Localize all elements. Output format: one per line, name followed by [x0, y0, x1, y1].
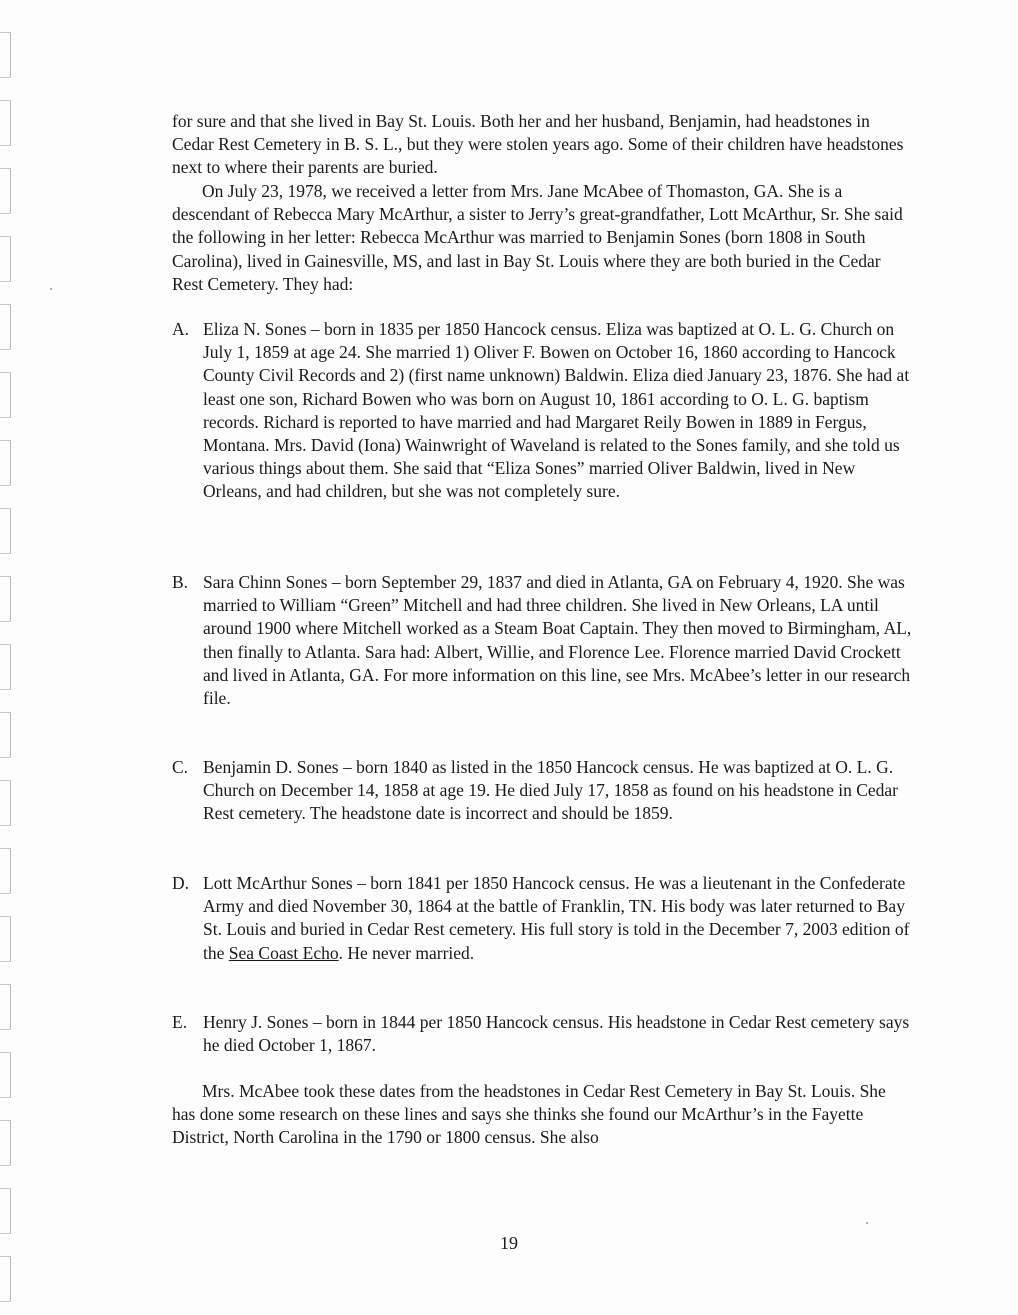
binding-mark — [0, 984, 11, 1030]
opening-paragraph-block — [172, 110, 912, 180]
scan-speck — [50, 288, 52, 290]
opening-paragraph: for sure and that she lived in Bay St. Louis. Both her and her husband, Benjamin, had headstones in Cedar Rest Cemetery in B. S. L., but they were stolen years ago. Some of their children have headstones next to where their parents are buried. — [172, 111, 904, 178]
closing-paragraph: Mrs. McAbee took these dates from the headstones in Cedar Rest Cemetery in Bay St. Louis. She has done some research on these lines and says she thinks she found our McArthur’s in the Fayette District, North Carolina in the 1790 or 1800 census. She also — [172, 1081, 886, 1148]
closing-paragraph-block — [172, 1080, 912, 1150]
scan-speck — [866, 1222, 868, 1224]
list-item-entry-e — [172, 1011, 912, 1057]
publication-title: Sea Coast Echo — [228, 942, 339, 963]
entry-d-block — [172, 872, 912, 965]
binding-mark — [0, 712, 11, 758]
binding-mark — [0, 32, 11, 78]
entry-letter: A. — [172, 319, 190, 339]
binding-mark — [0, 100, 11, 146]
entry-a-block — [172, 318, 912, 504]
binding-mark — [0, 168, 11, 214]
entry-letter: B. — [172, 572, 189, 592]
binding-mark — [0, 644, 11, 690]
binding-mark — [0, 440, 11, 486]
list-item-entry-a — [172, 318, 912, 504]
entry-letter: E. — [172, 1012, 188, 1032]
binding-mark — [0, 916, 11, 962]
letter-paragraph: On July 23, 1978, we received a letter from Mrs. Jane McAbee of Thomaston, GA. She is a descendant of Rebecca Mary McArthur, a sister to Jerry’s great-grandfather, Lott McArthur, Sr. She said the following in her letter: Rebecca McArthur was married to Benjamin Sones (born 1808 in South Carolina), lived in Gainesville, MS, and last in Bay St. Louis where they are both buried in the Cedar Rest Cemetery. They had: — [172, 181, 903, 294]
binding-mark — [0, 1120, 11, 1166]
binding-mark — [0, 1188, 11, 1234]
binding-mark — [0, 1256, 11, 1302]
entry-c-block — [172, 756, 912, 826]
binding-mark — [0, 236, 11, 282]
binding-mark — [0, 508, 11, 554]
entry-e-block — [172, 1011, 912, 1057]
entry-text-before: Lott McArthur Sones – born 1841 per 1850 Hancock census. He was a lieutenant in the Confederate Army and died November 30, 1864 at the battle of Franklin, TN. His body was later returned to Bay St. Louis and buried in Cedar Rest cemetery. His full story is told in the December 7, 2003 edition of the — [203, 873, 910, 963]
binding-mark — [0, 780, 11, 826]
binding-mark — [0, 1052, 11, 1098]
entry-text: Henry J. Sones – born in 1844 per 1850 Hancock census. His headstone in Cedar Rest cemetery says he died October 1, 1867. — [203, 1012, 910, 1056]
entry-letter: C. — [172, 757, 189, 777]
entry-text: Eliza N. Sones – born in 1835 per 1850 Hancock census. Eliza was baptized at O. L. G. Church on July 1, 1859 at age 24. She married 1) Oliver F. Bowen on October 16, 1860 according to Hancock County Civil Records and 2) (first name unknown) Baldwin. Eliza died January 23, 1876. She had at least one son, Richard Bowen who was born on August 10, 1861 according to O. L. G. baptism records. Richard is reported to have married and had Margaret Reily Bowen in 1889 in Fergus, Montana. Mrs. David (Iona) Wainwright of Waveland is related to the Sones family, and she told us various things about them. She said that “Eliza Sones” married Oliver Baldwin, lived in New Orleans, and had children, but she was not completely sure. — [203, 319, 910, 502]
letter-paragraph-block — [172, 180, 912, 296]
binding-mark — [0, 304, 11, 350]
list-item-entry-b — [172, 571, 912, 710]
entry-text: Benjamin D. Sones – born 1840 as listed in the 1850 Hancock census. He was baptized at O. L. G. Church on December 14, 1858 at age 19. He died July 17, 1858 as found on his headstone in Cedar Rest cemetery. The headstone date is incorrect and should be 1859. — [203, 757, 898, 824]
binding-mark — [0, 848, 11, 894]
entry-text: Sara Chinn Sones – born September 29, 1837 and died in Atlanta, GA on February 4, 1920. She was married to William “Green” Mitchell and had three children. She lived in New Orleans, LA until around 1900 where Mitchell worked as a Steam Boat Captain. They then moved to Birmingham, AL, then finally to Atlanta. Sara had: Albert, Willie, and Florence Lee. Florence married David Crockett and lived in Atlanta, GA. For more information on this line, see Mrs. McAbee’s letter in our research file. — [203, 572, 912, 709]
page-number: 19 — [500, 1233, 518, 1253]
entry-text-after: . He never married. — [338, 942, 475, 963]
entry-letter: D. — [172, 873, 190, 893]
list-item-entry-d — [172, 872, 912, 965]
entry-b-block — [172, 571, 912, 710]
binding-mark — [0, 372, 11, 418]
binding-mark — [0, 576, 11, 622]
list-item-entry-c — [172, 756, 912, 826]
